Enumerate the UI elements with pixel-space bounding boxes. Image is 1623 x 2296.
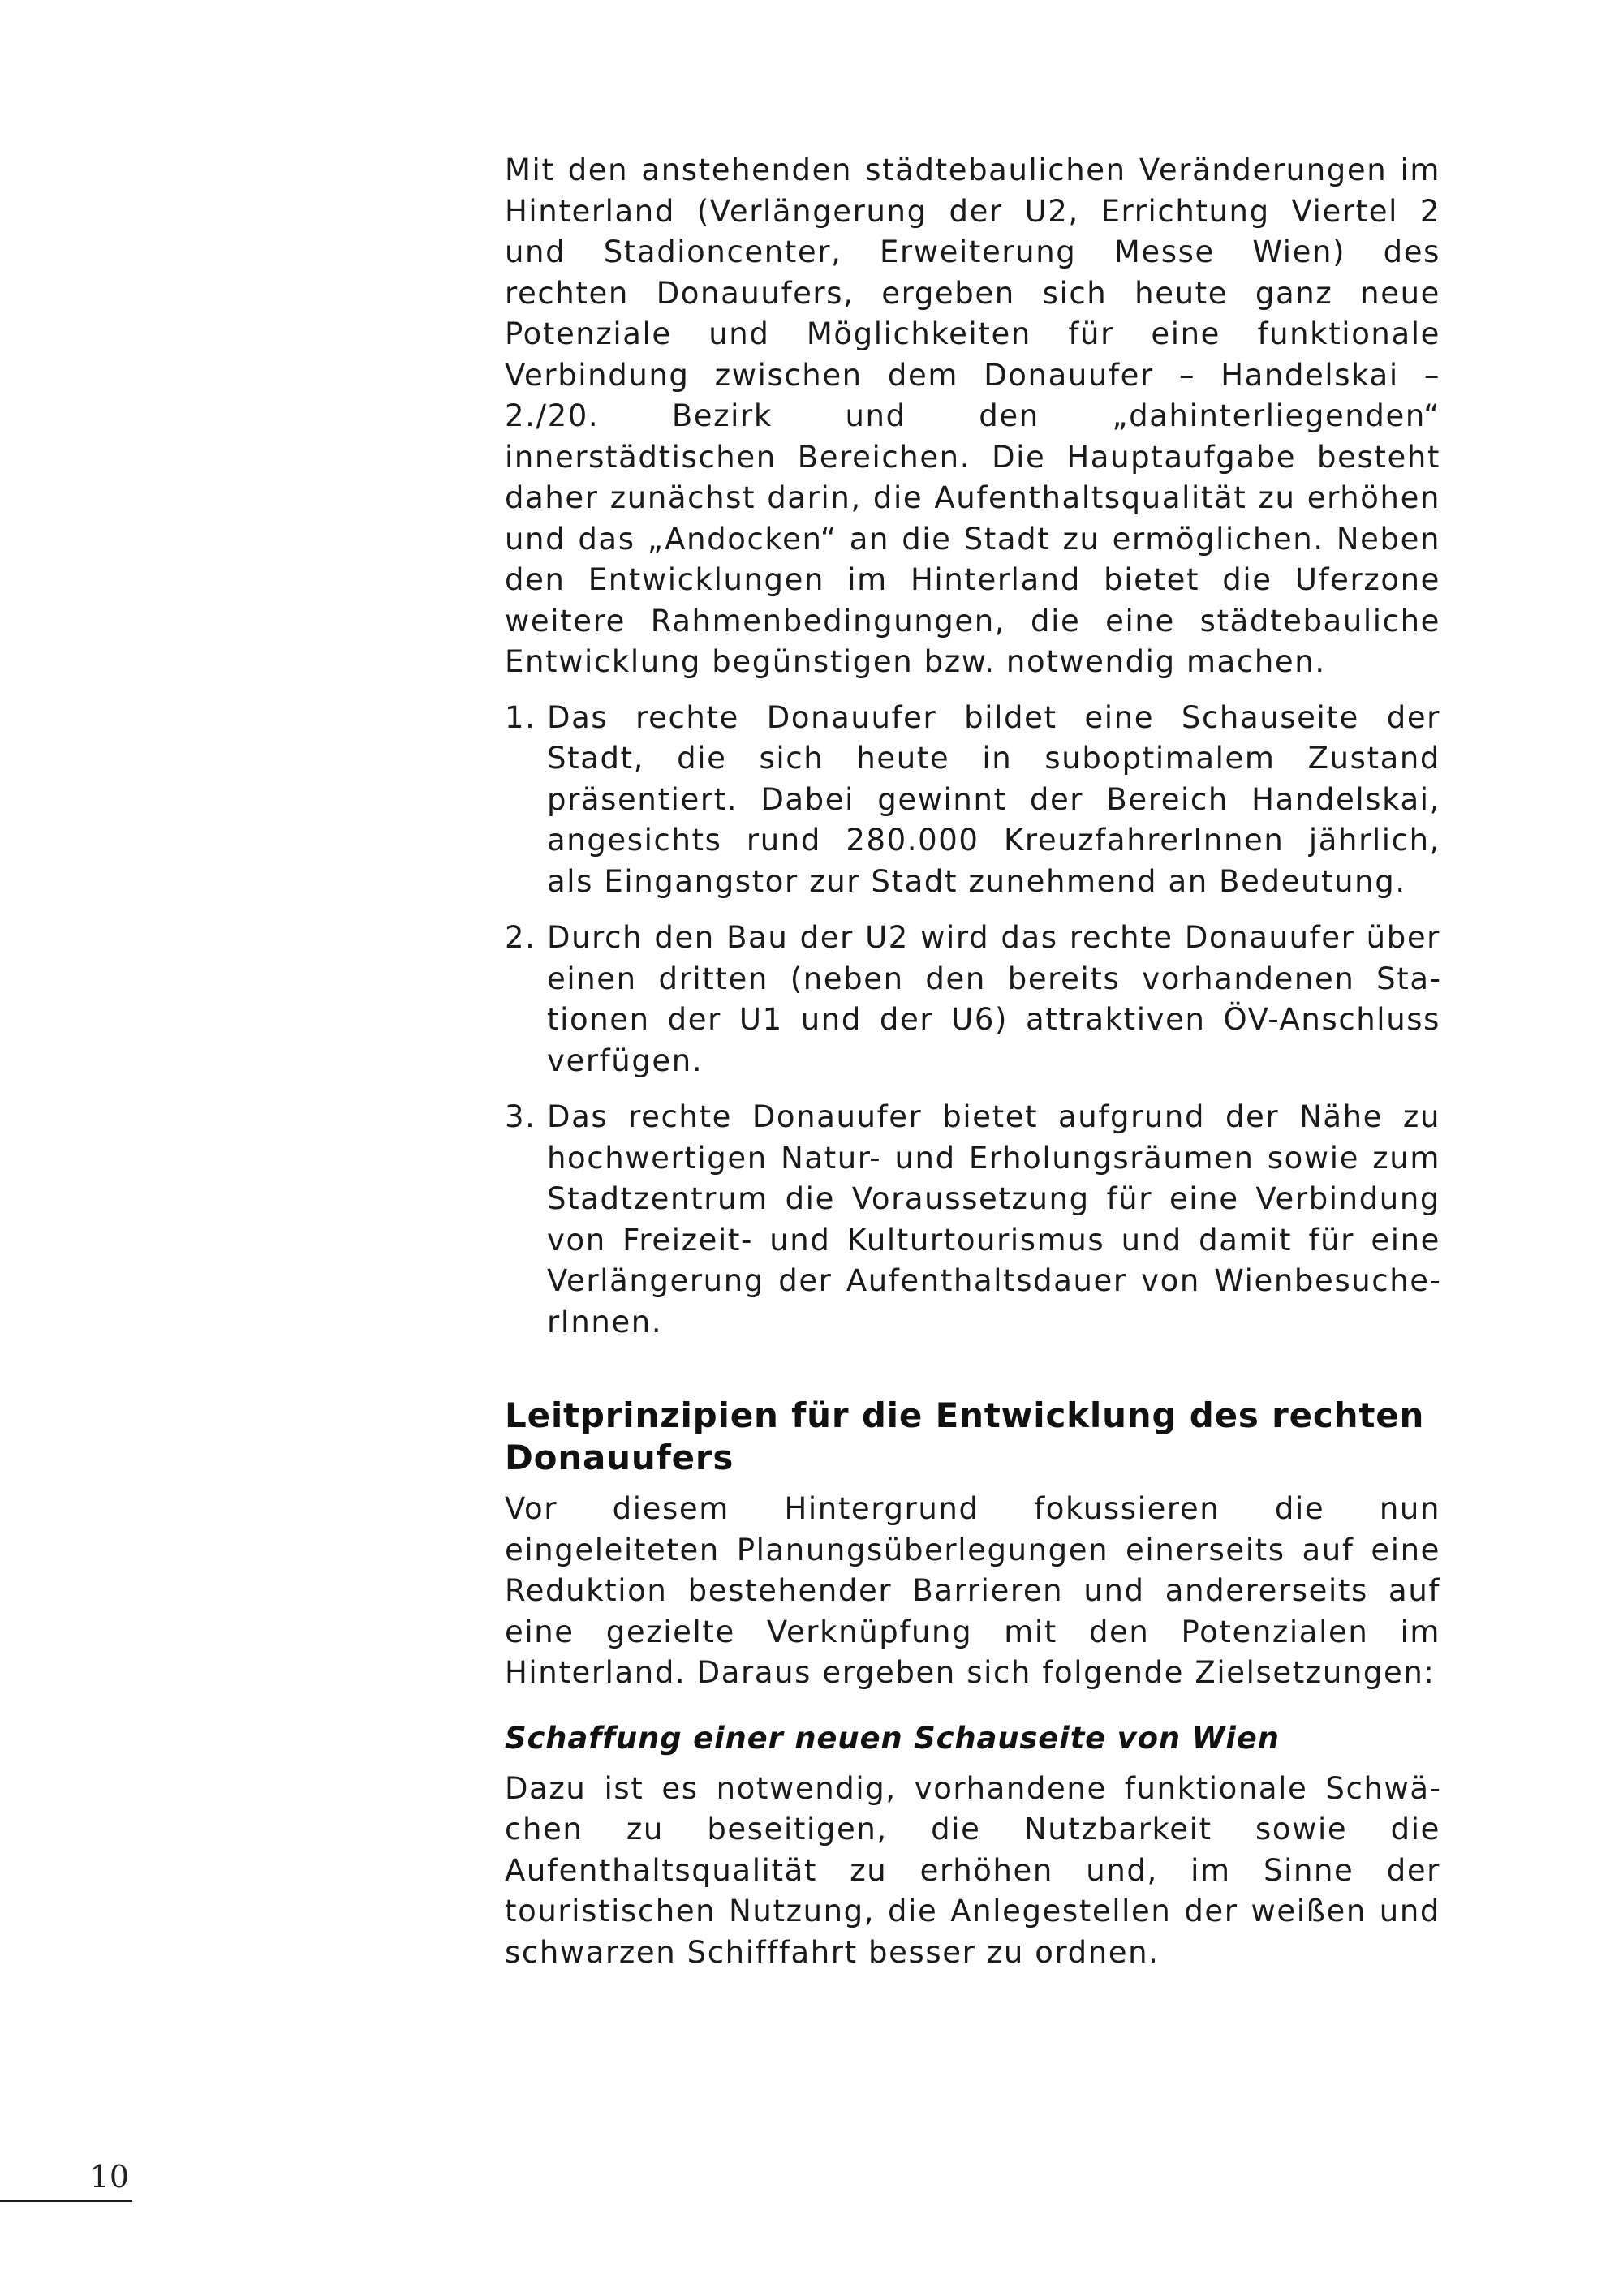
- list-item-number: 2.: [505, 920, 536, 955]
- page-footer: [0, 2158, 132, 2202]
- footer-rule: [0, 2200, 132, 2202]
- main-text-column: [505, 150, 1440, 1973]
- subsection-paragraph: Dazu ist es notwendig, vorhandene funktionale Schwächen zu beseitigen, die Nutzbarkeit sowie die Aufenthaltsqualität zu erhöhen und, im Sinne der touristischen Nutzung, die Anlegestellen der weißen und schwarzen Schifffahrt besser zu ordnen.: [505, 1770, 1440, 1970]
- numbered-list: [505, 698, 1440, 1344]
- section-heading: Leitprinzipien für die Entwicklung des rechten Donauufers: [505, 1395, 1425, 1477]
- page-number: 10: [89, 2159, 129, 2195]
- list-item-number: 3.: [505, 1099, 536, 1134]
- list-item-text: Durch den Bau der U2 wird das rechte Donauufer über einen dritten (neben den bereits vorhandenen Stationen der U1 und der U6) attraktiven ÖV-Anschluss verfügen.: [547, 920, 1440, 1078]
- list-item: [505, 1097, 1440, 1343]
- list-item-text: Das rechte Donauufer bietet aufgrund der Nähe zu hochwertigen Natur- und Erholungsräumen sowie zum Stadtzentrum die Voraussetzung für eine Verbindung von Freizeit- und Kulturtourismus und damit für eine Verlängerung der Aufenthaltsdauer von WienbesucherInnen.: [547, 1099, 1440, 1339]
- intro-paragraph: Mit den anstehenden städtebaulichen Veränderungen im Hinterland (Verlängerung der U2, Errichtung Viertel 2 und Stadioncenter, Erweiterung Messe Wien) des rechten Donauufers, ergeben sich heute ganz neue Potenziale und Möglichkeiten für eine funktionale Verbindung zwischen dem Donauufer – Handelskai – 2./20. Bezirk und den „dahinterliegenden“ innerstädtischen Bereichen. Die Hauptaufgabe besteht daher zunächst darin, die Aufenthaltsqualität zu erhöhen und das „Andocken“ an die Stadt zu ermöglichen. Neben den Entwicklungen im Hinterland bietet die Uferzone weitere Rahmenbedingungen, die eine städtebauliche Entwicklung begünstigen bzw. notwendig machen.: [505, 153, 1440, 679]
- list-item: [505, 698, 1440, 903]
- subsection-heading: Schaffung einer neuen Schauseite von Wien: [505, 1720, 1280, 1756]
- section-paragraph: Vor diesem Hintergrund fokussieren die nun eingeleiteten Planungsüberlegungen einerseits auf eine Reduktion bestehender Barrieren und andererseits auf eine gezielte Verknüpfung mit den Potenzialen im Hinterland. Daraus ergeben sich folgende Zielsetzungen:: [505, 1491, 1440, 1690]
- list-item-text: Das rechte Donauufer bildet eine Schauseite der Stadt, die sich heute in suboptimalem Zustand präsentiert. Dabei gewinnt der Bereich Handelskai, angesichts rund 280.000 KreuzfahrerInnen jährlich, als Eingangstor zur Stadt zunehmend an Bedeutung.: [547, 699, 1440, 899]
- list-item-number: 1.: [505, 699, 536, 735]
- list-item: [505, 918, 1440, 1081]
